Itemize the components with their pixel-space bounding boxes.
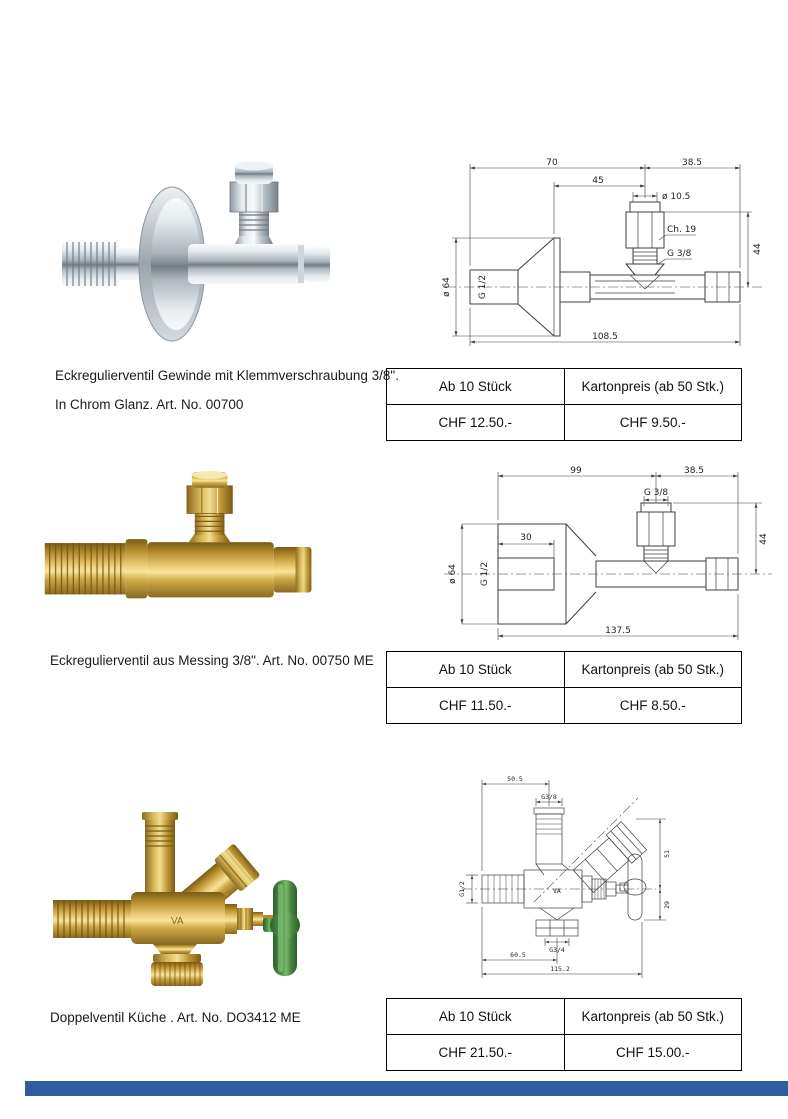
product-description-line1: Eckregulierventil aus Messing 3/8". Art. No. 00750 ME <box>50 653 374 668</box>
price-header-qty: Ab 10 Stück <box>387 369 565 405</box>
dim-body-diameter: ø 64 <box>448 564 458 584</box>
dim-hex-size: Ch. 19 <box>667 225 697 235</box>
dim-body-diameter: ø 64 <box>442 277 452 297</box>
price-table-double-valve <box>386 998 742 1071</box>
dim-bottom-inner: 60.5 <box>510 951 526 959</box>
technical-drawing-double-valve <box>452 762 692 992</box>
dim-branch-diameter: ø 10.5 <box>662 192 691 202</box>
dim-bottom-thread: G3/4 <box>549 946 565 954</box>
dim-length-right: 38.5 <box>681 158 703 168</box>
dim-length-right: 38.5 <box>683 466 705 476</box>
dim-inlet-thread: G 1/2 <box>478 274 488 300</box>
dim-total-length: 108.5 <box>592 332 618 342</box>
dim-height-upper: 51 <box>663 850 671 858</box>
technical-drawing-chrome-angle-valve <box>440 152 770 357</box>
dim-inlet-thread: G 1/2 <box>480 561 490 587</box>
price-table-brass <box>386 651 742 724</box>
price-value-qty: CHF 21.50.- <box>387 1035 565 1071</box>
product-photo-double-valve <box>45 788 325 993</box>
dim-branch-thread: G 3/8 <box>643 488 669 498</box>
dim-branch-height: 44 <box>753 243 763 255</box>
price-header-carton: Kartonpreis (ab 50 Stk.) <box>564 369 742 405</box>
dim-height-lower: 29 <box>663 901 671 909</box>
dim-top-width: 50.5 <box>507 775 523 783</box>
price-header-qty: Ab 10 Stück <box>387 999 565 1035</box>
dim-total-length: 137.5 <box>605 626 631 636</box>
dim-branch-thread: G3/8 <box>541 793 557 801</box>
price-value-qty: CHF 11.50.- <box>387 688 565 724</box>
product-photo-brass-angle-valve <box>42 470 320 633</box>
body-mark: VA <box>171 916 184 927</box>
price-table-chrome <box>386 368 742 441</box>
product-description-line2: In Chrom Glanz. Art. No. 00700 <box>55 397 244 412</box>
price-value-carton: CHF 9.50.- <box>564 405 742 441</box>
footer-bar <box>25 1081 788 1096</box>
price-header-carton: Kartonpreis (ab 50 Stk.) <box>564 652 742 688</box>
price-header-qty: Ab 10 Stück <box>387 652 565 688</box>
product-photo-chrome-angle-valve <box>60 158 340 348</box>
dim-total-length: 115.2 <box>550 965 570 973</box>
price-value-carton: CHF 8.50.- <box>564 688 742 724</box>
price-value-qty: CHF 12.50.- <box>387 405 565 441</box>
price-header-carton: Kartonpreis (ab 50 Stk.) <box>564 999 742 1035</box>
product-description-line1: Eckregulierventil Gewinde mit Klemmverschraubung 3/8". <box>55 368 399 383</box>
dim-flange-to-branch: 45 <box>592 176 604 186</box>
dim-length-left: 70 <box>546 158 558 168</box>
dim-branch-thread: G 3/8 <box>667 249 692 259</box>
price-value-carton: CHF 15.00.- <box>564 1035 742 1071</box>
dim-branch-height: 44 <box>759 533 769 545</box>
dim-length-left: 99 <box>570 466 582 476</box>
technical-drawing-brass-angle-valve <box>438 462 778 652</box>
product-description-line1: Doppelventil Küche . Art. No. DO3412 ME <box>50 1010 301 1025</box>
dim-inlet-depth: 30 <box>520 533 532 543</box>
dim-inlet-thread: G1/2 <box>458 881 466 897</box>
body-mark: VA <box>553 887 561 895</box>
